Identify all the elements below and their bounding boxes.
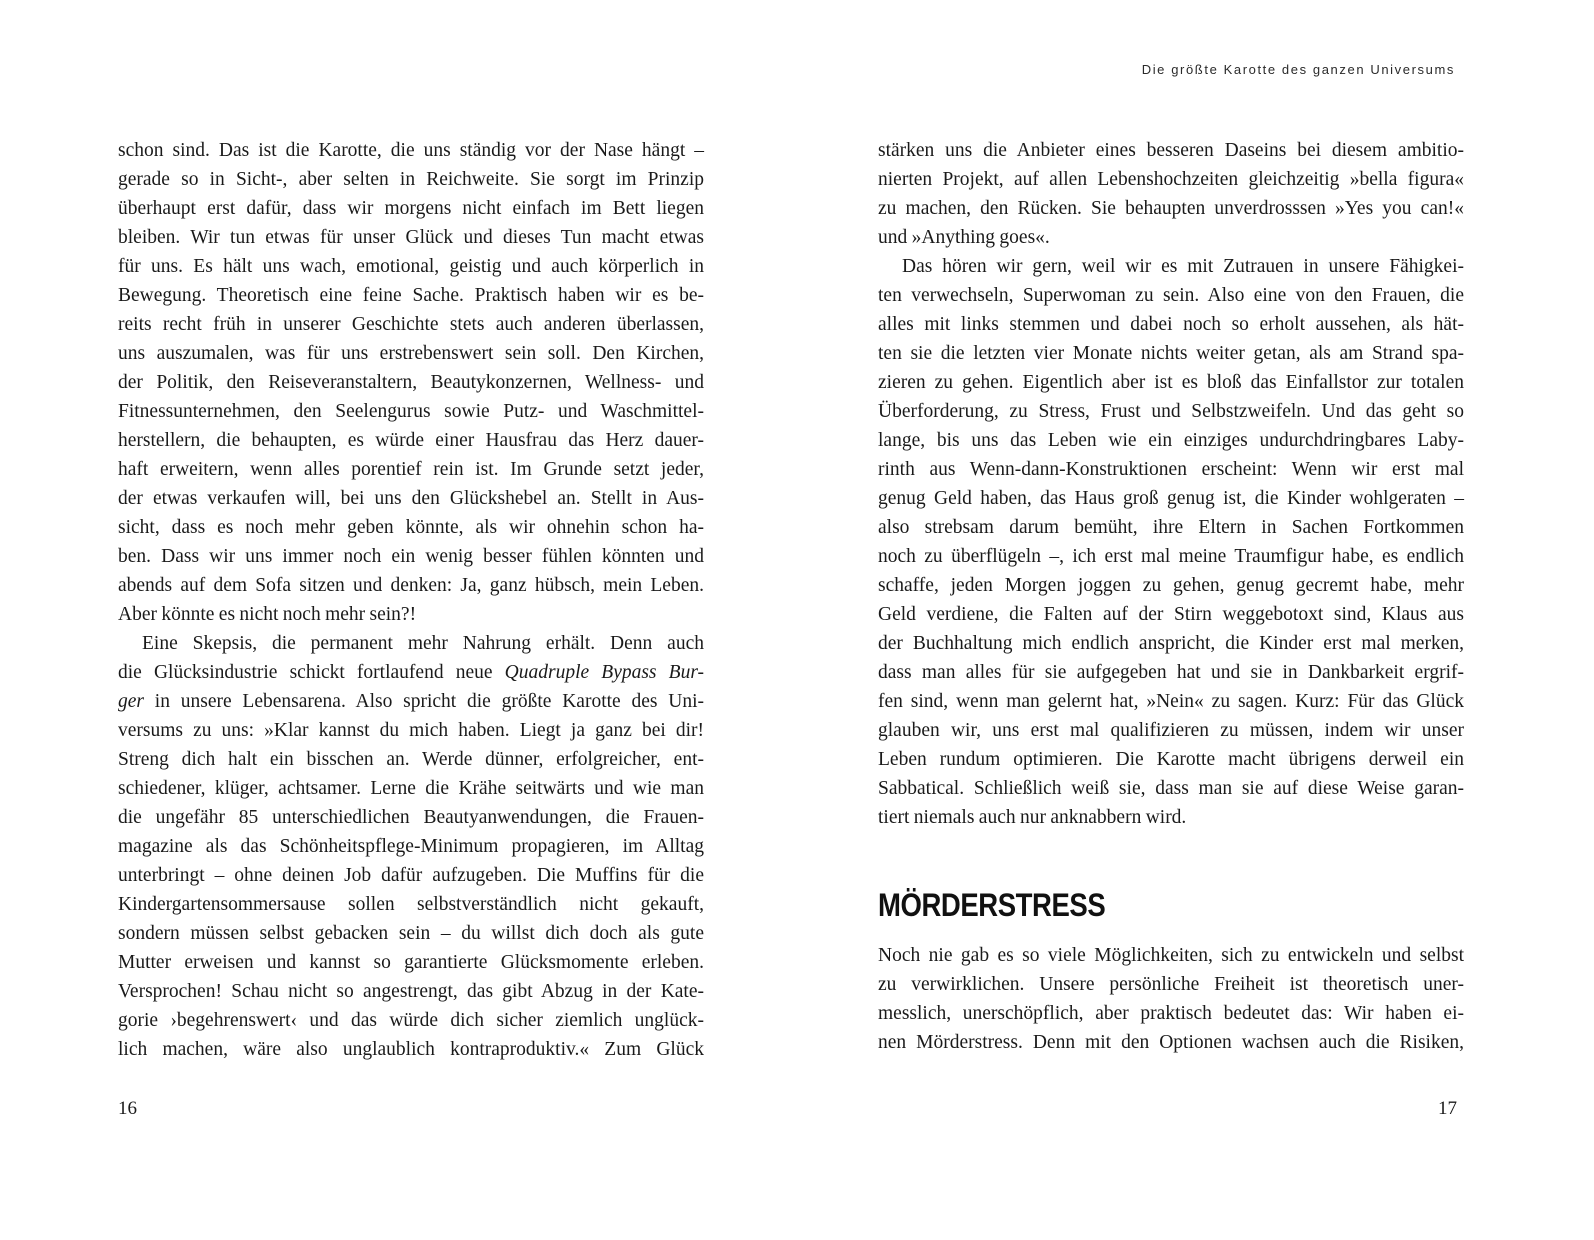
text-line-with-italic bbox=[118, 658, 704, 687]
text-line: dass man alles für sie aufgegeben hat und sie in Dankbarkeit ergrif- bbox=[878, 662, 1464, 683]
text-line: Fitnessunternehmen, den Seelengurus sowie Putz- und Waschmittel- bbox=[118, 401, 704, 422]
heading-spacer bbox=[878, 832, 1464, 869]
text-line: alles mit links stemmen und dabei noch so erholt aussehen, als hät- bbox=[878, 314, 1464, 335]
text-line: also strebsam darum bemüht, ihre Eltern in Sachen Fortkommen bbox=[878, 517, 1464, 538]
page-number-right: 17 bbox=[1438, 1098, 1457, 1119]
italic-title-segment: Quadruple Bypass Bur- bbox=[504, 662, 705, 683]
text-line: schaffe, jeden Morgen joggen zu gehen, genug gecremt habe, mehr bbox=[878, 575, 1464, 596]
text-line: der etwas verkaufen will, bei uns den Glückshebel an. Stellt in Aus- bbox=[118, 488, 704, 509]
text-line: Streng dich halt ein bisschen an. Werde dünner, erfolgreicher, ent- bbox=[118, 749, 704, 770]
text-line: lich machen, wäre also unglaublich kontraproduktiv.« Zum Glück bbox=[118, 1039, 704, 1060]
text-line: tiert niemals auch nur anknabbern wird. bbox=[878, 807, 1187, 828]
text-line: schon sind. Das ist die Karotte, die uns ständig vor der Nase hängt – bbox=[118, 140, 704, 161]
running-header: Die größte Karotte des ganzen Universums bbox=[1141, 62, 1455, 77]
text-line: Versprochen! Schau nicht so angestrengt, das gibt Abzug in der Kate- bbox=[118, 981, 704, 1002]
text-line: ben. Dass wir uns immer noch ein wenig besser fühlen könnten und bbox=[118, 546, 704, 567]
right-body-text bbox=[878, 136, 1464, 1057]
text-line: nierten Projekt, auf allen Lebenshochzeiten gleichzeitig »bella figura« bbox=[878, 169, 1464, 190]
text-line: Bewegung. Theoretisch eine feine Sache. Praktisch haben wir es be- bbox=[118, 285, 704, 306]
text-line: Das hören wir gern, weil wir es mit Zutrauen in unsere Fähigkei- bbox=[902, 256, 1464, 277]
text-line: unterbringt – ohne deinen Job dafür aufzugeben. Die Muffins für die bbox=[118, 865, 704, 886]
text-line: rinth aus Wenn-dann-Konstruktionen erscheint: Wenn wir erst mal bbox=[878, 459, 1464, 480]
left-body-text bbox=[118, 136, 704, 1064]
text-line: bleiben. Wir tun etwas für unser Glück und dieses Tun macht etwas bbox=[118, 227, 704, 248]
text-line: für uns. Es hält uns wach, emotional, geistig und auch körperlich in bbox=[118, 256, 704, 277]
text-segment: in unsere Lebensarena. Also spricht die größte Karotte des Uni- bbox=[154, 691, 705, 712]
text-line: versums zu uns: »Klar kannst du mich haben. Liegt ja ganz bei dir! bbox=[118, 720, 704, 741]
text-line: gorie ›begehrenswert‹ und das würde dich sicher ziemlich unglück- bbox=[118, 1010, 704, 1031]
text-line: der Politik, den Reiseveranstaltern, Beautykonzernen, Wellness- und bbox=[118, 372, 704, 393]
text-line: stärken uns die Anbieter eines besseren Daseins bei diesem ambitio- bbox=[878, 140, 1464, 161]
text-segment: die Glücksindustrie schickt fortlaufend neue bbox=[118, 662, 493, 683]
text-line: haft erweitern, wenn alles porentief rein ist. Im Grunde setzt jeder, bbox=[118, 459, 704, 480]
page-number-left: 16 bbox=[118, 1098, 137, 1119]
text-line: herstellern, die behaupten, es würde einer Hausfrau das Herz dauer- bbox=[118, 430, 704, 451]
text-line: messlich, unerschöpflich, aber praktisch bedeutet das: Wir haben ei- bbox=[878, 1003, 1464, 1024]
text-line: sondern müssen selbst gebacken sein – du willst dich doch als gute bbox=[118, 923, 704, 944]
text-line: Mutter erweisen und kannst so garantierte Glücksmomente erleben. bbox=[118, 952, 704, 973]
text-line: noch zu überflügeln –, ich erst mal meine Traumfigur habe, es endlich bbox=[878, 546, 1464, 567]
text-line: glauben wir, uns erst mal qualifizieren zu müssen, indem wir unser bbox=[878, 720, 1464, 741]
text-line: magazine als das Schönheitspflege-Minimum propagieren, im Alltag bbox=[118, 836, 704, 857]
text-line: reits recht früh in unserer Geschichte stets auch anderen überlassen, bbox=[118, 314, 704, 335]
text-line: lange, bis uns das Leben wie ein einziges undurchdringbares Laby- bbox=[878, 430, 1464, 451]
text-line: nen Mörderstress. Denn mit den Optionen wachsen auch die Risiken, bbox=[878, 1032, 1464, 1053]
text-line: Geld verdiene, die Falten auf der Stirn weggebotoxt sind, Klaus aus bbox=[878, 604, 1464, 625]
text-line: fen sind, wenn man gelernt hat, »Nein« zu sagen. Kurz: Für das Glück bbox=[878, 691, 1464, 712]
text-line: ten verwechseln, Superwoman zu sein. Also eine von den Frauen, die bbox=[878, 285, 1464, 306]
text-line: sicht, dass es noch mehr geben könnte, als wir ohnehin schon ha- bbox=[118, 517, 704, 538]
text-line: und »Anything goes«. bbox=[878, 227, 1050, 248]
text-line: zu verwirklichen. Unsere persönliche Freiheit ist theoretisch uner- bbox=[878, 974, 1464, 995]
section-heading: MÖRDERSTRESS bbox=[878, 887, 1106, 923]
text-line: Sabbatical. Schließlich weiß sie, dass man sie auf diese Weise garan- bbox=[878, 778, 1464, 799]
text-line: Noch nie gab es so viele Möglichkeiten, sich zu entwickeln und selbst bbox=[878, 945, 1464, 966]
text-line: überhaupt erst dafür, dass wir morgens nicht einfach im Bett liegen bbox=[118, 198, 704, 219]
text-line: uns auszumalen, was für uns erstrebenswert sein soll. Den Kirchen, bbox=[118, 343, 704, 364]
text-line: der Buchhaltung mich endlich anspricht, die Kinder erst mal merken, bbox=[878, 633, 1464, 654]
text-line: gerade so in Sicht-, aber selten in Reichweite. Sie sorgt im Prinzip bbox=[118, 169, 704, 190]
text-line: Eine Skepsis, die permanent mehr Nahrung erhält. Denn auch bbox=[142, 633, 704, 654]
text-line: Leben rundum optimieren. Die Karotte macht übrigens derweil ein bbox=[878, 749, 1464, 770]
text-line: Kindergartensommersause sollen selbstverständlich nicht gekauft, bbox=[118, 894, 704, 915]
text-line: die ungefähr 85 unterschiedlichen Beautyanwendungen, die Frauen- bbox=[118, 807, 704, 828]
text-line: genug Geld haben, das Haus groß genug ist, die Kinder wohlgeraten – bbox=[878, 488, 1464, 509]
right-page bbox=[797, 0, 1594, 1240]
text-line: ten sie die letzten vier Monate nichts weiter getan, als am Strand spa- bbox=[878, 343, 1464, 364]
text-line: zieren zu gehen. Eigentlich aber ist es bloß das Einfallstor zur totalen bbox=[878, 372, 1464, 393]
text-line: Überforderung, zu Stress, Frust und Selbstzweifeln. Und das geht so bbox=[878, 401, 1464, 422]
text-line-with-italic bbox=[118, 687, 704, 716]
text-line: zu machen, den Rücken. Sie behaupten unverdrosssen »Yes you can!« bbox=[878, 198, 1464, 219]
text-line: schiedener, klüger, achtsamer. Lerne die Krähe seitwärts und wie man bbox=[118, 778, 704, 799]
text-line: abends auf dem Sofa sitzen und denken: Ja, ganz hübsch, mein Leben. bbox=[118, 575, 704, 596]
italic-title-segment: ger bbox=[118, 691, 144, 712]
text-line: Aber könnte es nicht noch mehr sein?! bbox=[118, 604, 417, 625]
